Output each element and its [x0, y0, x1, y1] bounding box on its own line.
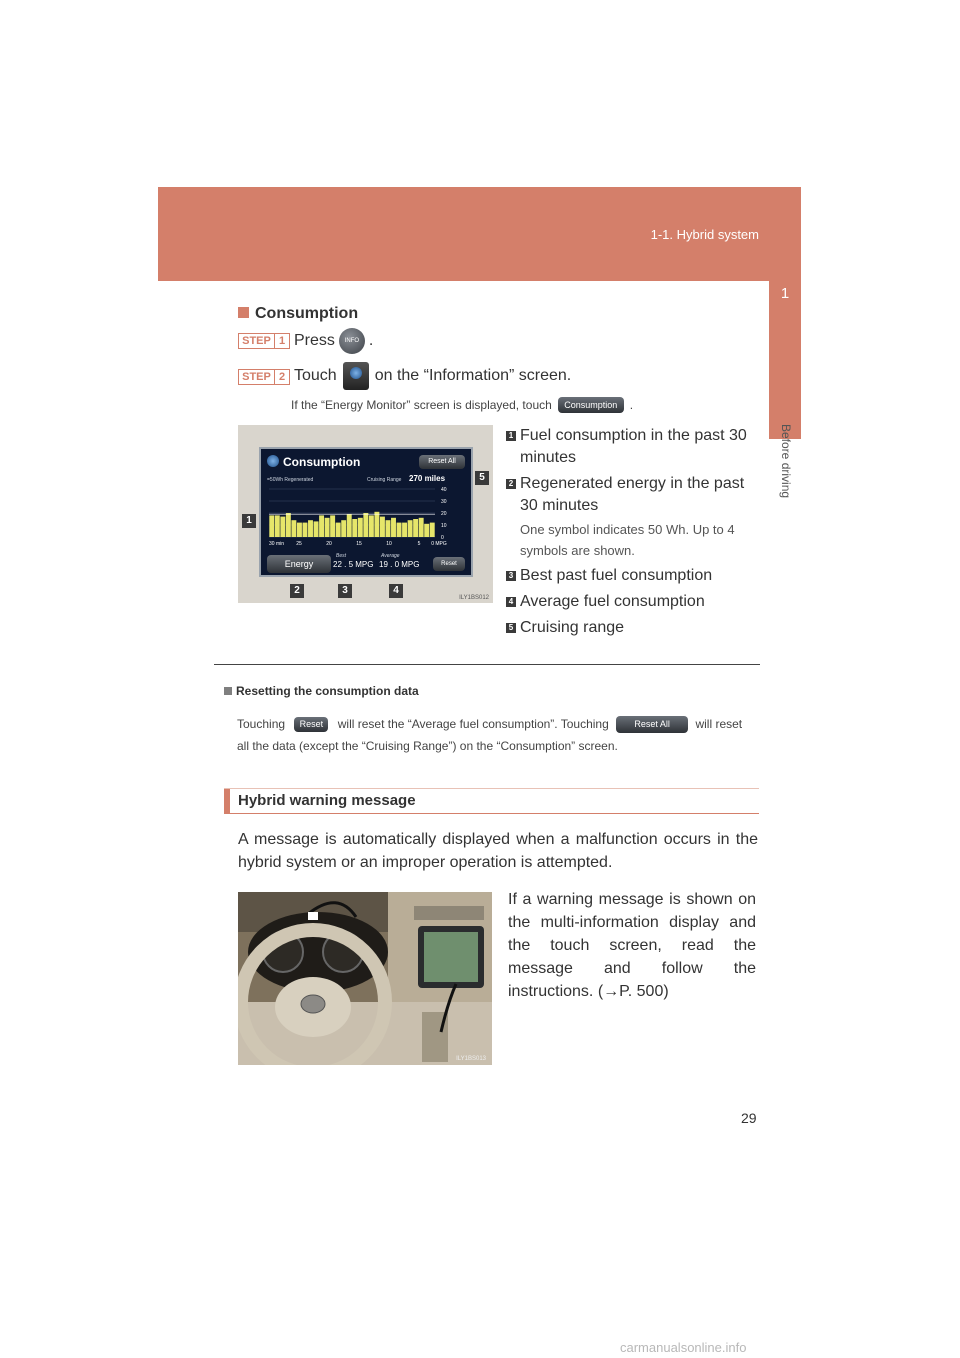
consumption-bar	[286, 513, 291, 537]
consumption-bar	[363, 513, 368, 537]
info-button-icon: INFO	[339, 328, 365, 354]
legend-item: 3 Best past fuel consumption	[506, 565, 760, 587]
step-2-text: Touch on the “Information” screen.	[294, 362, 571, 390]
consumption-bar	[386, 520, 391, 537]
consumption-bar	[358, 518, 363, 537]
consumption-bar	[413, 519, 418, 537]
x-tick-label: 20	[326, 541, 332, 547]
consumption-bar	[303, 523, 308, 537]
legend-item: 5 Cruising range	[506, 617, 760, 639]
y-tick-label: 0	[441, 535, 444, 541]
x-tick-label: 10	[386, 541, 392, 547]
page-number: 29	[741, 1110, 757, 1126]
consumption-bar	[430, 523, 435, 537]
y-tick-label: 40	[441, 487, 447, 493]
legend-item: 1 Fuel consumption in the past 30 minutes	[506, 425, 760, 469]
consumption-bar	[341, 520, 346, 537]
consumption-bar	[369, 515, 374, 537]
cruising-range-label: Cruising Range	[367, 477, 402, 483]
resetting-heading: Resetting the consumption data	[224, 684, 419, 698]
callout-1: 1	[242, 514, 256, 528]
legend-note: One symbol indicates 50 Wh. Up to 4 symbols are shown.	[520, 522, 735, 558]
legend-item: 4 Average fuel consumption	[506, 591, 760, 613]
consumption-bar	[402, 523, 407, 537]
header-band	[158, 187, 801, 281]
dashboard-photo	[238, 892, 492, 1065]
average-label: Average	[381, 553, 400, 559]
section-divider	[214, 664, 760, 665]
consumption-bar	[308, 520, 313, 537]
consumption-bar	[336, 523, 341, 537]
consumption-chart	[267, 485, 457, 547]
consumption-bar	[352, 519, 357, 537]
y-tick-label: 10	[441, 523, 447, 529]
best-value: 22 . 5 MPG	[333, 560, 374, 569]
reset-button: Reset	[433, 557, 465, 571]
consumption-bar	[314, 521, 319, 537]
callout-5: 5	[475, 471, 489, 485]
consumption-bar	[297, 523, 302, 537]
heading-accent-bar	[224, 789, 230, 813]
step-badge-2: STEP 2	[238, 369, 290, 385]
consumption-bar	[280, 517, 285, 537]
consumption-bar	[325, 518, 330, 537]
resetting-text: Touching Reset will reset the “Average fuel consumption”. Touching Reset All will reset all the data (except the “Cruising Range”) on the “Consumption” screen.	[237, 717, 743, 753]
consumption-bar	[380, 517, 385, 537]
globe-icon	[267, 455, 279, 467]
chapter-label: Before driving	[779, 424, 793, 499]
consumption-heading: Consumption	[238, 305, 358, 323]
step-badge-1: STEP 1	[238, 333, 290, 349]
consumption-bar	[319, 515, 324, 537]
callout-2: 2	[290, 584, 304, 598]
consumption-bar	[347, 514, 352, 537]
legend-item: 2 Regenerated energy in the past 30 minutes	[506, 473, 760, 517]
information-icon	[343, 362, 369, 390]
consumption-bar	[275, 515, 280, 537]
section-title: 1-1. Hybrid system	[650, 227, 759, 242]
consumption-bar	[397, 523, 402, 537]
energy-monitor-note: If the “Energy Monitor” screen is displayed, touch Consumption .	[291, 398, 634, 412]
figure-code: ILY1BS013	[456, 1056, 486, 1062]
step-1-text: Press INFO .	[294, 328, 373, 354]
x-tick-label: 25	[296, 541, 302, 547]
consumption-button-image: Consumption	[558, 397, 624, 413]
consumption-bar	[269, 515, 274, 537]
reset-all-button-image: Reset All	[616, 716, 688, 733]
chapter-tab: 1	[769, 281, 801, 439]
bullet-square-icon	[238, 307, 249, 318]
figure-code: ILY1BS012	[459, 595, 489, 601]
display-screen	[259, 447, 473, 577]
consumption-bar	[391, 518, 396, 537]
dashboard-illustration	[238, 892, 492, 1065]
energy-button: Energy	[267, 555, 331, 573]
x-tick-label: 30 min	[269, 541, 285, 547]
best-label: Best	[336, 553, 347, 559]
warning-instruction-text: If a warning message is shown on the multi-information display and the touch screen, read the message and follow the instructions. (→P. 500)	[508, 891, 756, 1000]
callout-4: 4	[389, 584, 403, 598]
hybrid-warning-paragraph: A message is automatically displayed when a malfunction occurs in the hybrid system or an improper operation is attempted.	[238, 831, 758, 871]
y-tick-label: 20	[441, 511, 447, 517]
regen-legend: =50Wh Regenerated	[267, 477, 314, 483]
bullet-square-icon	[224, 687, 232, 695]
watermark: carmanualsonline.info	[620, 1340, 747, 1355]
x-tick-label: 5	[417, 541, 421, 547]
average-value: 19 . 0 MPG	[379, 560, 420, 569]
hybrid-warning-heading-box	[224, 788, 759, 814]
consumption-bar	[424, 524, 429, 537]
consumption-bar	[419, 518, 424, 537]
callout-3: 3	[338, 584, 352, 598]
consumption-bar	[291, 520, 296, 537]
x-tick-label: 0 MPG	[431, 541, 447, 547]
x-tick-label: 15	[356, 541, 362, 547]
cruising-range-value: 270 miles	[409, 474, 446, 483]
consumption-screen-illustration	[238, 425, 493, 603]
consumption-bar	[330, 515, 335, 537]
consumption-bar	[374, 512, 379, 537]
callout-legend	[506, 425, 760, 643]
screen-title: Consumption	[283, 455, 361, 469]
y-tick-label: 30	[441, 499, 447, 505]
reset-button-image: Reset	[294, 717, 328, 732]
reset-all-button: Reset All	[419, 455, 465, 469]
consumption-bar	[408, 520, 413, 537]
hybrid-warning-heading: Hybrid warning message	[238, 792, 416, 809]
